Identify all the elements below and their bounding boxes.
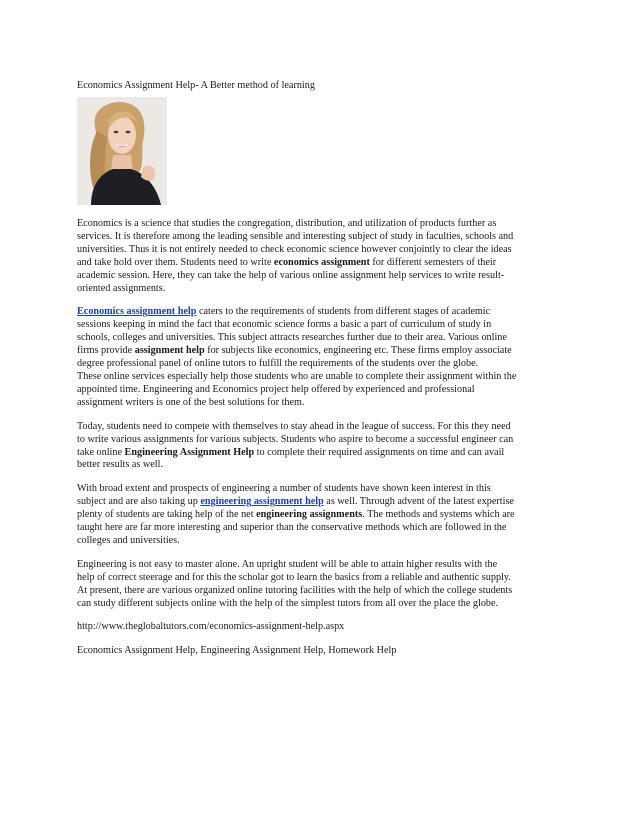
paragraph-2-text-a: caters to the requirements of students from different stages of academic sessions keeping in mind the fact that economic science forms a basic a part of curriculum of study in schools, colleges and universities. This subject attracts researches further due to their area. Various online firms provide [77, 306, 507, 357]
paragraph-5-text-a: With broad extent and prospects of engineering a number of students have shown keen interest in this subject and are also taking up [77, 483, 491, 508]
tags-line: Economics Assignment Help, Engineering Assignment Help, Homework Help [77, 645, 397, 657]
bold-engineering-assignments: engineering assignments [256, 509, 363, 521]
paragraph-2 [77, 306, 517, 371]
paragraph-5-text-c: . The methods and systems which are taught here are far more interesting and superior than the conservative methods which are followed in the colleges and universities. [77, 509, 515, 546]
link-economics-assignment-help[interactable]: Economics assignment help [77, 306, 197, 318]
paragraph-1-text-a: Economics is a science that studies the congregation, distribution, and utilization of products further as services. It is therefore among the leading sensible and interesting subject of study in faculties, schools and universities. Thus it is not entirely needed to check economic science however conjointly to clear the ideas and take hold over them. Students need to write [77, 218, 514, 268]
paragraph-2-text-b: for subjects like economics, engineering etc. These firms employ associate degree professional panel of online tutors to fulfill the requirements of the students over the globe. [77, 345, 512, 370]
paragraph-4-text-b: to complete their required assignments on time and can avail better results as well. [77, 446, 505, 471]
document-title: Economics Assignment Help- A Better method of learning [77, 80, 315, 91]
document-body [77, 218, 517, 669]
paragraph-3: These online services especially help those students who are unable to complete their assignment within the appointed time. Engineering and Economics project help offered by experienced and professional assignment writers is one of the best solutions for them. [77, 370, 517, 408]
paragraph-4-text-a: Today, students need to compete with themselves to stay ahead in the league of success. For this they need to write various assignments for various subjects. Students who aspire to become a successful engineer can take online [77, 420, 514, 458]
source-url: http://www.theglobaltutors.com/economics-assignment-help.aspx [77, 621, 345, 633]
paragraph-5 [77, 483, 517, 548]
link-engineering-assignment-help[interactable]: engineering assignment help [200, 496, 324, 508]
bold-assignment-help: assignment help [134, 345, 205, 357]
bold-engineering-assignment-help: Engineering Assignment Help [124, 446, 255, 458]
paragraph-4 [77, 421, 517, 473]
bold-economics-assignment: economics assignment [273, 256, 370, 268]
paragraph-5-text-b: as well. Through advent of the latest expertise plenty of students are taking help of the net [77, 496, 514, 521]
portrait-photo [77, 97, 167, 205]
paragraph-1-text-b: for different semesters of their academic session. Here, they can take the help of various online assignment help services to write result-oriented assignments. [77, 256, 505, 294]
paragraph-6: Engineering is not easy to master alone. An upright student will be able to attain higher results with the help of correct steerage and for this the scholar got to learn the basics from a reliable and authentic supply. At present, there are various organized online tutoring facilities with the help of which the college students can study different subjects online with the help of the simplest tutors from all over the place the globe. [77, 558, 513, 609]
paragraph-1 [77, 218, 517, 295]
